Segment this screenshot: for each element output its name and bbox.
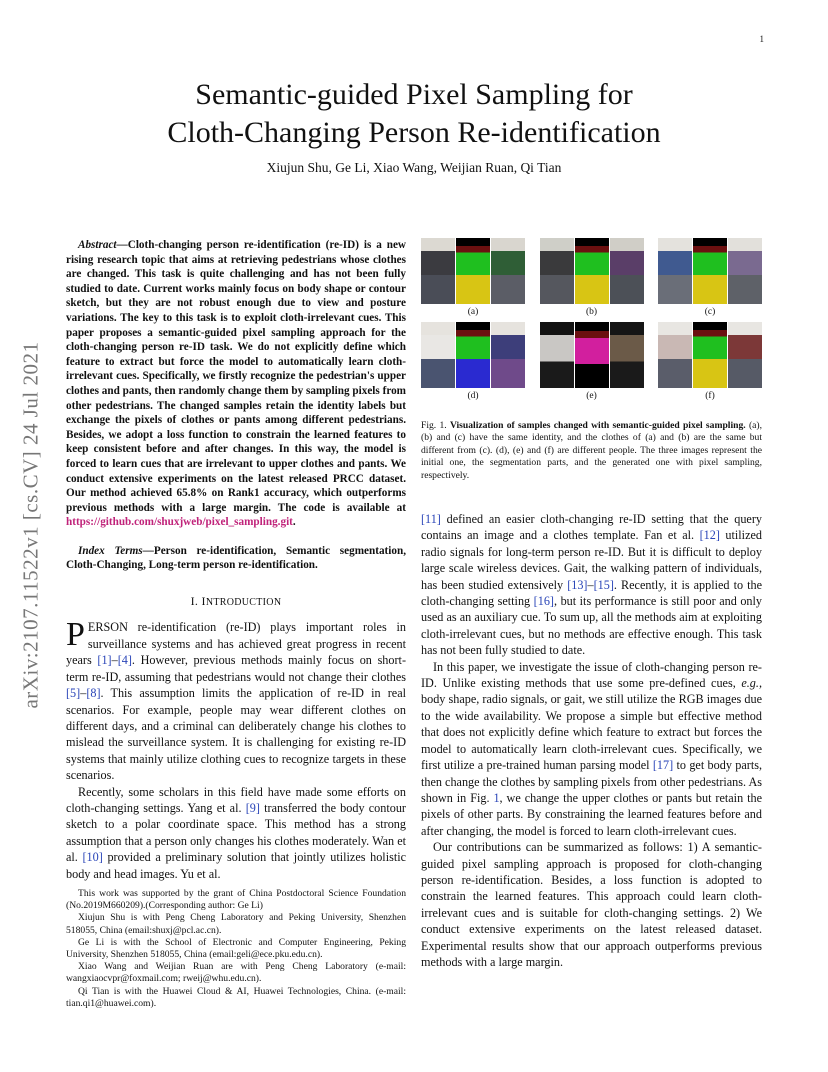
figure-caption: Fig. 1. Visualization of samples changed with semantic-guided pixel sampling. (a), (b) and (c) have the same identity, and the clothes of (a) and (b) are the same but different from (c). (d), (e) and (f) are different people. The three images represent the initial one, the segmentation parts, and the generated one with pixel sampling, respectively. bbox=[421, 420, 762, 481]
footnote: Xiao Wang and Weijian Ruan are with Peng Cheng Laboratory (e-mail: wangxiaocvpr@foxmail.com; rweij@whu.edu.cn). bbox=[66, 961, 406, 985]
right-paragraph-1: [11] defined an easier cloth-changing re-ID setting that the query contains an image and a clothes template. Fan et al. [12] utilized radio signals for long-term person re-ID. But it is difficult to deploy large scale wireless devices. Gait, the walking pattern of individuals, has been studied extensively [13]–[15]. Recently, it is applied to the cloth-changing setting [16], but its performance is still poor and only used as an auxiliary cue. To sum up, all the methods aim at exploiting cloth-irrelevant cues, but no methods are effective enough. This task has not been fully studied to date. bbox=[421, 512, 762, 658]
intro-paragraph-2: Recently, some scholars in this field have made some efforts on cloth-changing settings. Yang et al. [9] transferred the body contour sketch to a polar coordinate space. This method has a strong assumption that a person only changes his clothes moderately. Wan et al. [10] provided a preliminary solution that jointly utilizes holistic body and head images. Yu et al. bbox=[66, 784, 406, 881]
figure-panel-b bbox=[540, 238, 644, 317]
citation-link[interactable]: [17] bbox=[652, 758, 674, 773]
footnote: Xiujun Shu is with Peng Cheng Laboratory and Peking University, Shenzhen 518055, China (email:shuxj@pcl.ac.cn). bbox=[66, 912, 406, 936]
person-photo bbox=[540, 238, 574, 304]
citation-link[interactable]: [5] bbox=[66, 686, 81, 701]
citation-link[interactable]: [10] bbox=[82, 850, 103, 865]
segmentation-map bbox=[456, 238, 490, 304]
author-list: Xiujun Shu, Ge Li, Xiao Wang, Weijian Ruan, Qi Tian bbox=[266, 160, 562, 175]
panel-label: (d) bbox=[467, 391, 479, 401]
title-line-2: Cloth-Changing Person Re-identification bbox=[167, 116, 661, 149]
arxiv-stamp bbox=[16, 290, 46, 760]
sampled-image bbox=[728, 238, 762, 304]
footnotes bbox=[66, 888, 406, 1010]
figure-panel-d bbox=[421, 322, 525, 401]
footnote: This work was supported by the grant of China Postdoctoral Science Foundation (No.2019M660209).(Corresponding author: Ge Li) bbox=[66, 888, 406, 912]
index-terms bbox=[66, 544, 406, 573]
figure-link[interactable]: 1 bbox=[493, 790, 500, 805]
panel-images bbox=[540, 322, 644, 388]
citation-link[interactable]: [4] bbox=[117, 653, 132, 668]
panel-label: (b) bbox=[585, 307, 598, 317]
right-column bbox=[421, 511, 762, 970]
footnote: Qi Tian is with the Huawei Cloud & AI, Huawei Technologies, China. (e-mail: tian.qi1@huawei.com). bbox=[66, 985, 406, 1009]
figure-panel-f bbox=[658, 322, 762, 401]
citation-link[interactable]: [15] bbox=[593, 577, 614, 592]
citation-link[interactable]: [9] bbox=[245, 800, 260, 815]
abstract-label: Abstract bbox=[78, 239, 117, 251]
title-line-1: Semantic-guided Pixel Sampling for bbox=[195, 78, 633, 111]
citation-link[interactable]: [8] bbox=[86, 686, 101, 701]
sampled-image bbox=[491, 322, 525, 388]
panel-images bbox=[658, 238, 762, 304]
citation-link[interactable]: [16] bbox=[533, 594, 554, 609]
citation-link[interactable]: [1] bbox=[97, 653, 112, 668]
citation-link[interactable]: [13] bbox=[567, 577, 588, 592]
panel-images bbox=[540, 238, 644, 304]
person-photo bbox=[421, 322, 455, 388]
right-paragraph-3: Our contributions can be summarized as follows: 1) A semantic-guided pixel sampling approach is proposed for cloth-changing person re-identification. Besides, a loss function is adopted to constrain the learned features. This approach could learn cloth-irrelevant cues and is suitable for cloth-changing settings. 2) We conduct extensive experiments on the latest released dataset. Experimental results show that our approach outperforms previous methods with a large margin. bbox=[421, 840, 762, 969]
segmentation-map bbox=[575, 238, 609, 304]
figure-row-2 bbox=[421, 322, 762, 401]
sampled-image bbox=[610, 238, 644, 304]
panel-label: (a) bbox=[467, 307, 479, 317]
page-number: 1 bbox=[759, 34, 764, 44]
caption-title: Visualization of samples changed with semantic-guided pixel sampling. bbox=[449, 420, 746, 431]
citation-link[interactable]: [11] bbox=[421, 512, 441, 526]
segmentation-map bbox=[693, 238, 727, 304]
panel-label: (f) bbox=[705, 391, 715, 401]
panel-label: (e) bbox=[586, 391, 597, 401]
index-terms-text: —Person re-identification, Semantic segmentation, Cloth-Changing, Long-term person re-identification. bbox=[66, 544, 406, 572]
intro-paragraph-1: PERSON re-identification (re-ID) plays important roles in surveillance systems and has achieved great progress in recent years [1]–[4]. However, previous methods mainly focus on short-term re-ID, assuming that pedestrians would not change their clothes [5]–[8]. This assumption limits the application of re-ID in real scenarios. For example, people may wear different clothes on different days, and a criminal can deliberately change his clothes to mislead the surveillance system. It is challenging for existing re-ID systems that mainly utilize clothing cues to recognize targets in these scenarios. bbox=[66, 616, 406, 783]
sampled-image bbox=[728, 322, 762, 388]
segmentation-map bbox=[575, 322, 609, 388]
person-photo bbox=[658, 322, 692, 388]
figure-panel-a bbox=[421, 238, 525, 317]
figure-row-1 bbox=[421, 238, 762, 317]
abstract: Abstract—Cloth-changing person re-identification (re-ID) is a new rising research topic that aims at retrieving pedestrians whose clothes are changed. This task is quite challenging and has not been fully studied to date. Current works mainly focus on body shape or contour sketch, but they are not robust enough due to view and posture variations. The key to this task is to exploit cloth-irrelevant cues. This paper proposes a semantic-guided pixel sampling approach for the cloth-changing person re-ID task. We do not explicitly define which feature to extract but force the model to automatically learn cloth-irrelevant cues. Specifically, we firstly recognize the pedestrian's upper clothes and pants, then randomly change them by sampling pixels from other pedestrians. The changed samples retain the identity labels but exchange the pixels of clothes or pants among different pedestrians. Besides, we adopt a loss function to constrain the learned features to keep consistent before and after changes. In this way, the model is forced to learn cues that are irrelevant to upper clothes and pants. We conduct extensive experiments on the latest released PRCC dataset. Our method achieved 65.8% on Rank1 accuracy, which outperforms previous methods with a large margin. The code is available at https://github.com/shuxjweb/pixel_sampling.git. bbox=[66, 239, 406, 529]
figure-panel-e bbox=[540, 322, 644, 401]
paper-title bbox=[0, 76, 828, 152]
arxiv-stamp-text: arXiv:2107.11522v1 [cs.CV] 24 Jul 2021 bbox=[18, 341, 43, 709]
code-link[interactable]: https://github.com/shuxjweb/pixel_sampling.git bbox=[66, 516, 293, 529]
panel-images bbox=[658, 322, 762, 388]
citation-link[interactable]: [12] bbox=[699, 528, 720, 543]
left-column bbox=[66, 238, 406, 882]
drop-cap: P bbox=[66, 616, 85, 654]
section-heading: I. INTRODUCTION bbox=[190, 594, 282, 609]
segmentation-map bbox=[456, 322, 490, 388]
person-photo bbox=[658, 238, 692, 304]
right-paragraph-2: In this paper, we investigate the issue of cloth-changing person re-ID. Unlike existing methods that use some pre-defined cues, e.g., body shape, radio signals, or gait, we still utilize the RGB images due to the wide availability. We propose a simple but effective method that does not explicitly define which feature to extract but forces the model to automatically learn cloth-irrelevant cues. Specifically, we first utilize a pre-trained human parsing model [17] to get body parts, then change the clothes by sampling pixels from other pedestrians. As shown in Fig. 1, we change the upper clothes or pants but retain the pixels of other parts. By constraining the learned features before and after changing, the model is forced to learn cloth-irrelevant cues. bbox=[421, 659, 762, 838]
panel-images bbox=[421, 238, 525, 304]
sampled-image bbox=[610, 322, 644, 388]
sampled-image bbox=[491, 238, 525, 304]
person-photo bbox=[540, 322, 574, 388]
panel-images bbox=[421, 322, 525, 388]
index-terms-label: Index Terms bbox=[78, 544, 143, 557]
footnote: Ge Li is with the School of Electronic and Computer Engineering, Peking University, Shenzhen 518055, China (email:geli@ece.pku.edu.cn). bbox=[66, 936, 406, 961]
panel-label: (c) bbox=[704, 307, 716, 317]
person-photo bbox=[421, 238, 455, 304]
abstract-text: —Cloth-changing person re-identification (re-ID) is a new rising research topic that aims at retrieving pedestrians whose clothes are changed. This task is quite challenging and has not been fully studied to date. Current works mainly focus on body shape or contour sketch, but they are not robust enough due to view and posture variations. The key to this task is to exploit cloth-irrelevant cues. This paper proposes a semantic-guided pixel sampling approach for the cloth-changing person re-ID task. We do not explicitly define which feature to extract but force the model to automatically learn cloth-irrelevant cues. Specifically, we firstly recognize the pedestrian's upper clothes and pants, then randomly change them by sampling pixels from other pedestrians. The changed samples retain the identity labels but exchange the pixels of clothes or pants among different pedestrians. Besides, we adopt a loss function to constrain the learned features to keep consistent before and after changes. In this way, the model is forced to learn cues that are irrelevant to upper clothes and pants. We conduct extensive experiments on the latest released PRCC dataset. Our method achieved 65.8% on Rank1 accuracy, which outperforms previous methods with a large margin. The code is available at bbox=[66, 239, 406, 514]
segmentation-map bbox=[693, 322, 727, 388]
figure-panel-c bbox=[658, 238, 762, 317]
